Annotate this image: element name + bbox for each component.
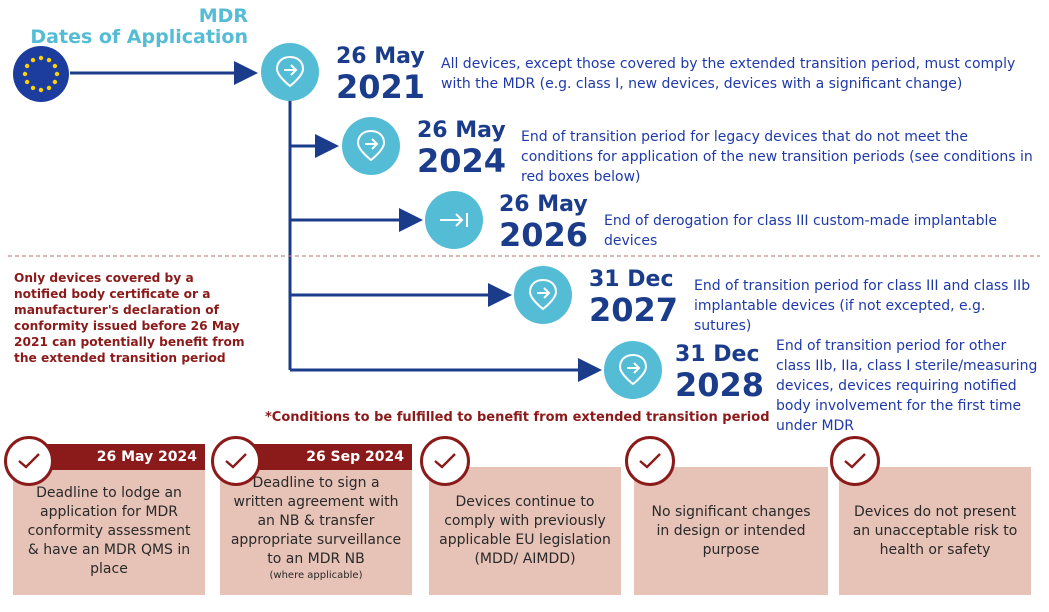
milestone-2026-date [499,192,588,252]
condition-text: Deadline to lodge an application for MDR conformity assessment & have an MDR QMS in place [27,484,191,577]
milestone-2024-icon [342,117,400,175]
milestone-day: 26 May [499,192,588,217]
title-line-2: Dates of Application [30,26,248,48]
condition-text: Devices continue to comply with previously applicable EU legislation (MDD/ AIMDD) [439,494,611,567]
milestone-2028-desc: End of transition period for other class IIb, IIa, class I sterile/measuring devices, devices requiring notified body involvement for the first time under MDR [776,338,1038,434]
eu-flag-icon [12,45,70,103]
condition-box-2 [220,467,412,595]
check-icon [4,436,54,486]
milestone-day: 26 May [336,44,425,69]
condition-deadline-banner: 26 Sep 2024 [233,444,412,470]
milestone-2027-icon [514,266,572,324]
condition-box-5 [839,467,1031,595]
condition-text: Deadline to sign a written agreement with an NB & transfer appropriate surveillance to an MDR NB [230,475,402,567]
milestone-2024-desc: End of transition period for legacy devices that do not meet the conditions for application of the new transition periods (see conditions in red boxes below) [521,129,1033,185]
milestone-2027-desc: End of transition period for class III and class IIb implantable devices (if not excepted, e.g. sutures) [694,278,1031,334]
check-icon [420,436,470,486]
milestone-day: 26 May [417,118,506,143]
check-icon [211,436,261,486]
check-icon [830,436,880,486]
extended-transition-note: Only devices covered by a notified body certificate or a manufacturer's declaration of conformity issued before 26 May 2021 can potentially benefit from the extended transition period [14,271,245,365]
milestone-year: 2026 [499,216,589,254]
check-icon [625,436,675,486]
condition-box-1 [13,467,205,595]
milestone-2021-desc: All devices, except those covered by the extended transition period, must comply with the MDR (e.g. class I, new devices, devices with a significant change) [441,56,1016,92]
milestone-2024-date [417,118,506,178]
condition-box-4 [634,467,828,595]
milestone-day: 31 Dec [675,342,760,367]
milestone-2026-icon [425,191,483,249]
milestone-year: 2028 [675,366,765,404]
milestone-day: 31 Dec [589,267,674,292]
milestone-2021-icon [261,43,319,101]
milestone-year: 2024 [417,142,507,180]
milestone-2028-date [675,342,764,402]
milestone-2021-date [336,44,425,104]
condition-deadline-banner: 26 May 2024 [26,444,205,470]
milestone-2028-icon [604,341,662,399]
condition-text: Devices do not present an unacceptable risk to health or safety [852,503,1018,558]
milestone-2026-desc: End of derogation for class III custom-made implantable devices [604,213,997,249]
condition-text: No significant changes in design or intended purpose [651,503,811,558]
title-line-1: MDR [198,5,248,27]
milestone-year: 2027 [589,291,679,329]
milestone-2027-date [589,267,678,327]
milestone-year: 2021 [336,68,426,106]
condition-box-3 [429,467,621,595]
conditions-title: *Conditions to be fulfilled to benefit from extended transition period [265,410,770,425]
condition-small-note: (where applicable) [269,570,363,581]
